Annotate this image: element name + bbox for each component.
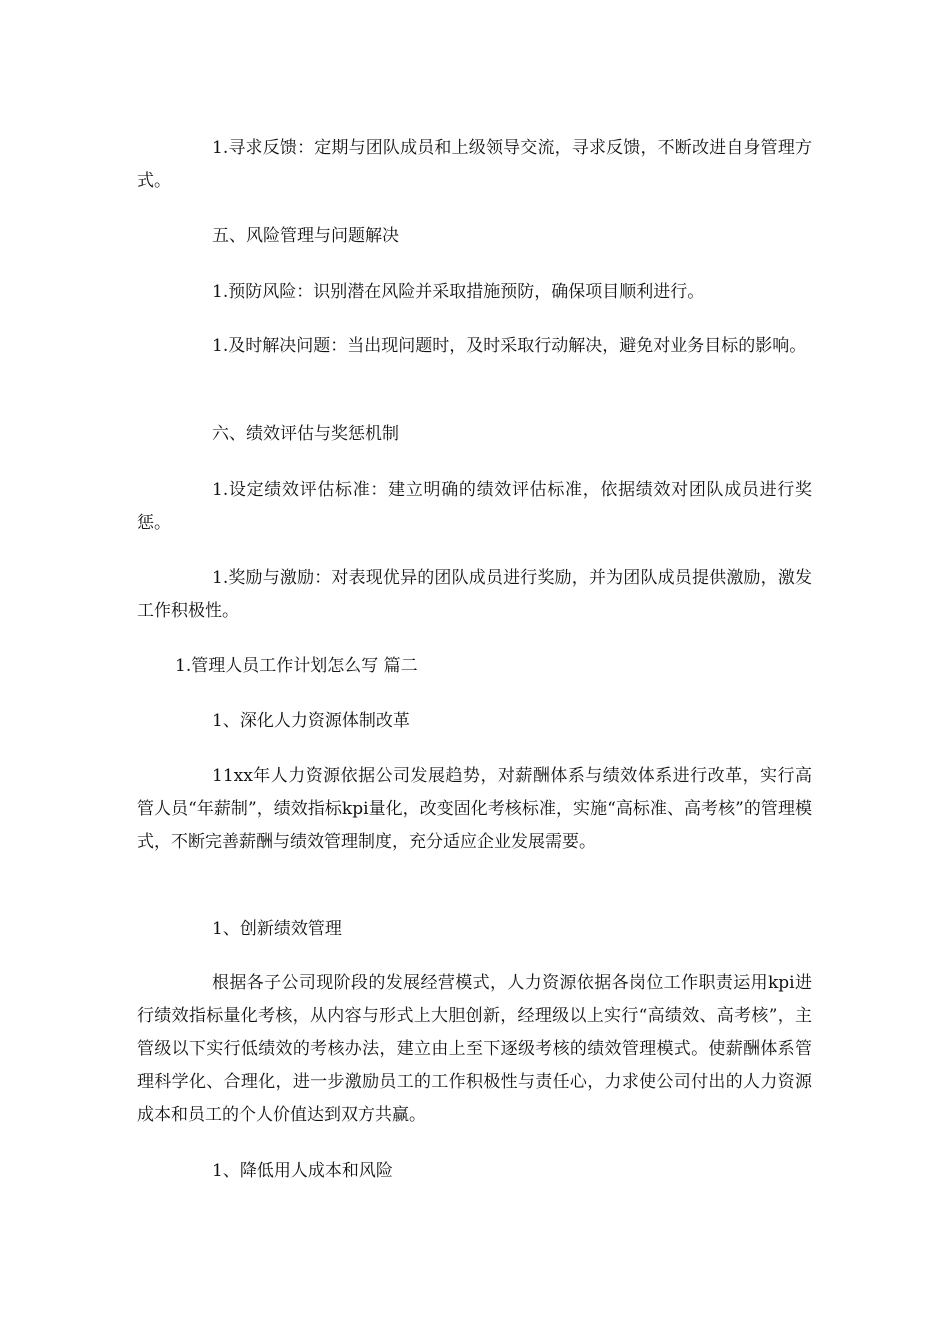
section-title-part-two: 1.管理人员工作计划怎么写 篇二 [175, 656, 418, 676]
heading-hr-reform: 1、深化人力资源体制改革 [212, 711, 410, 731]
heading-risk-management: 五、风险管理与问题解决 [212, 226, 399, 246]
paragraph-hr-reform: 11xx年人力资源依据公司发展趋势，对薪酬体系与绩效体系进行改革，实行高管人员“年薪制”，绩效指标kpi量化，改变固化考核标准，实施“高标准、高考核”的管理模式，不断完善薪酬与绩效管理制度，充分适应企业发展需要。 [137, 766, 812, 852]
heading-reduce-cost: 1、降低用人成本和风险 [212, 1161, 393, 1181]
paragraph-prevent-risk: 1.预防风险：识别潜在风险并采取措施预防，确保项目顺利进行。 [212, 282, 705, 302]
heading-innovate-performance: 1、创新绩效管理 [212, 919, 342, 939]
paragraph-set-standards: 1.设定绩效评估标准：建立明确的绩效评估标准，依据绩效对团队成员进行奖惩。 [137, 480, 812, 533]
paragraph-solve-problems: 1.及时解决问题：当出现问题时，及时采取行动解决，避免对业务目标的影响。 [212, 336, 807, 356]
paragraph-rewards-incentives: 1.奖励与激励：对表现优异的团队成员进行奖励，并为团队成员提供激励，激发工作积极性。 [137, 568, 812, 621]
paragraph-innovate-performance: 根据各子公司现阶段的发展经营模式，人力资源依据各岗位工作职责运用kpi进行绩效指标量化考核，从内容与形式上大胆创新，经理级以上实行“高绩效、高考核”，主管级以下实行低绩效的考核办法，建立由上至下逐级考核的绩效管理模式。使薪酬体系管理科学化、合理化，进一步激励员工的工作积极性与责任心，力求使公司付出的人力资源成本和员工的个人价值达到双方共赢。 [137, 973, 812, 1125]
paragraph-seek-feedback: 1.寻求反馈：定期与团队成员和上级领导交流，寻求反馈，不断改进自身管理方式。 [137, 138, 812, 191]
heading-performance-evaluation: 六、绩效评估与奖惩机制 [212, 424, 399, 444]
